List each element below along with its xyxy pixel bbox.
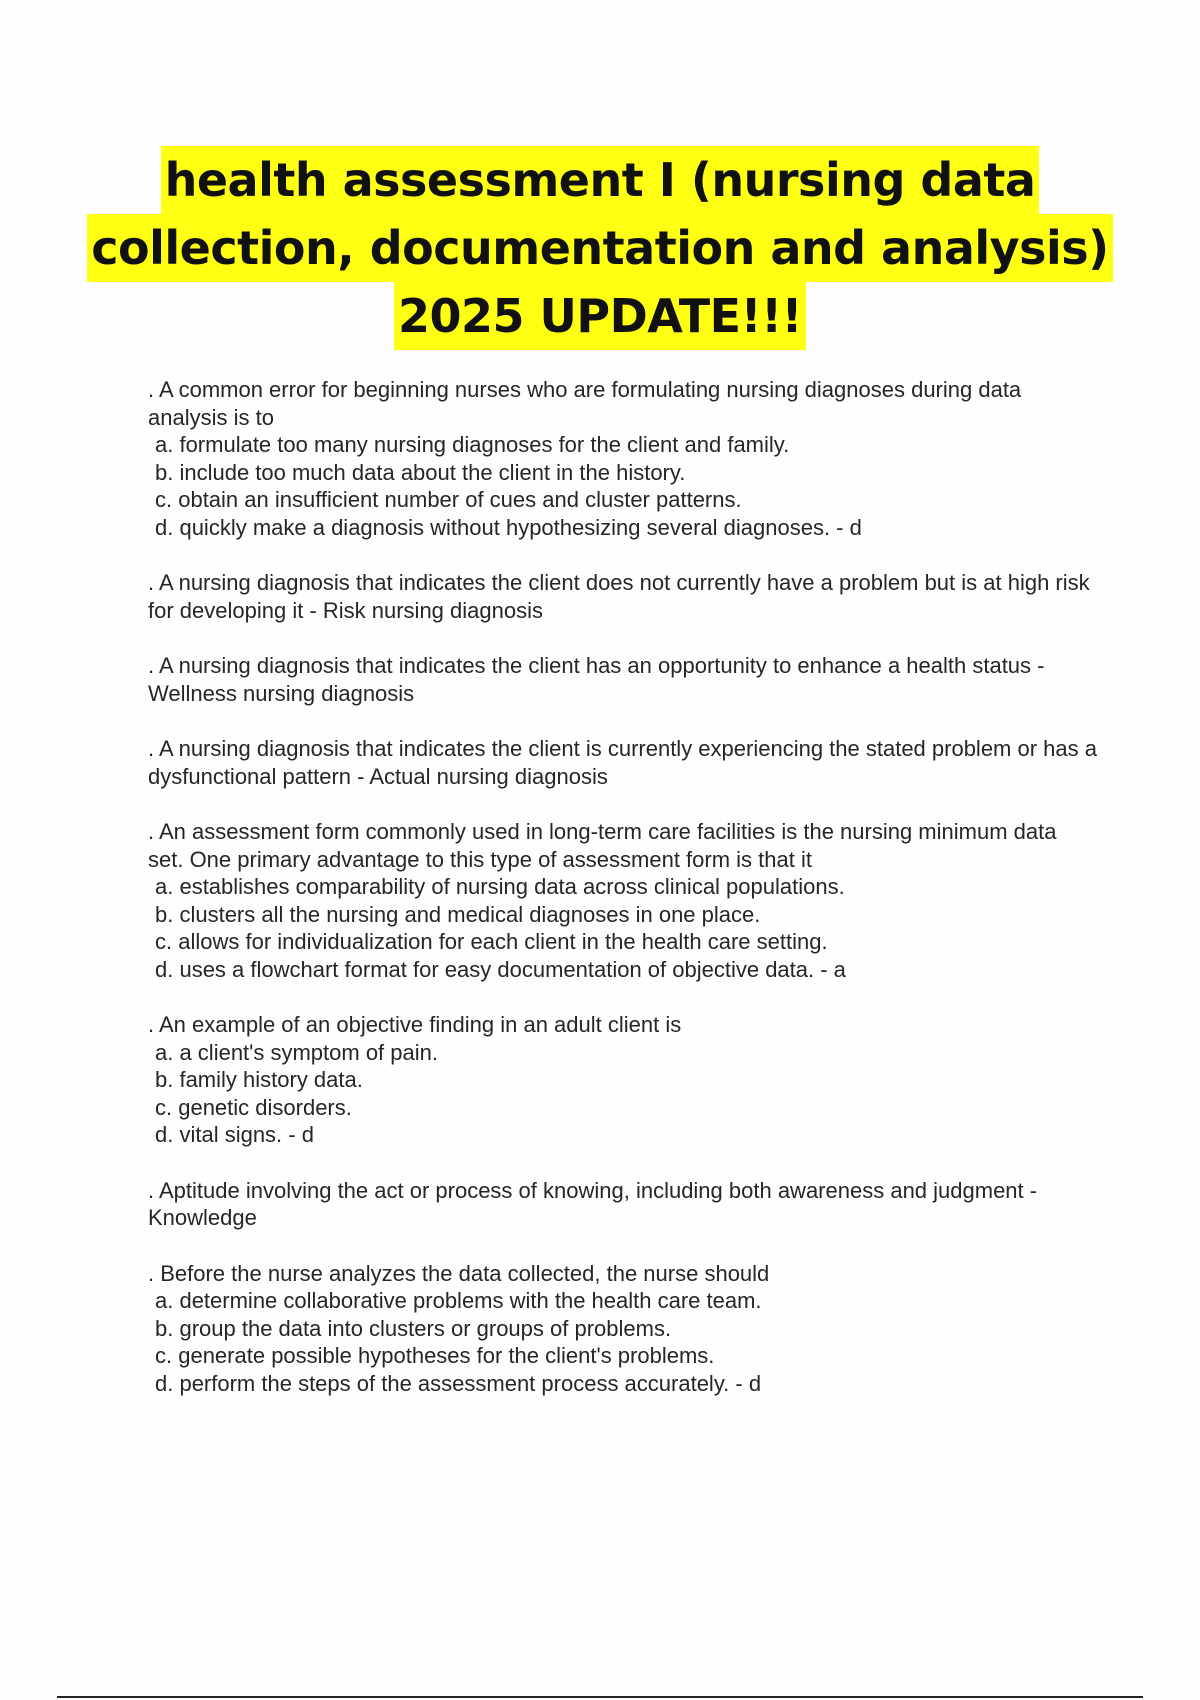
question-item <box>148 1177 1098 1232</box>
question-text: . Before the nurse analyzes the data collected, the nurse should <box>148 1260 770 1286</box>
question-text: . An assessment form commonly used in long-term care facilities is the nursing minimum data set. One primary advantage to this type of assessment form is that it <box>148 819 1057 872</box>
answer-option: c. generate possible hypotheses for the client's problems. <box>155 1343 715 1368</box>
footer-divider <box>57 1696 1143 1698</box>
answer-option: c. obtain an insufficient number of cues and cluster patterns. <box>155 487 742 512</box>
answer-option: c. genetic disorders. <box>155 1094 352 1120</box>
question-list <box>148 376 1098 1425</box>
answer-option: a. formulate too many nursing diagnoses for the client and family. <box>155 432 790 457</box>
question-text: . Aptitude involving the act or process of knowing, including both awareness and judgment - Knowledge <box>148 1177 1038 1230</box>
question-text: . An example of an objective finding in an adult client is <box>148 1012 682 1037</box>
title-line-3: 2025 UPDATE!!! <box>394 282 806 350</box>
question-text: . A nursing diagnosis that indicates the client is currently experiencing the stated problem or has a dysfunctional pattern - Actual nursing diagnosis <box>148 736 1097 789</box>
answer-option: b. group the data into clusters or groups of problems. <box>155 1315 672 1341</box>
question-item <box>148 818 1098 983</box>
question-item <box>148 735 1098 790</box>
answer-option: d. vital signs. - d <box>155 1122 314 1147</box>
title-line-1: health assessment I (nursing data <box>161 146 1040 214</box>
question-item <box>148 652 1098 707</box>
answer-option: a. a client's symptom of pain. <box>155 1039 438 1065</box>
document-title <box>0 146 1200 350</box>
answer-option: d. quickly make a diagnosis without hypothesizing several diagnoses. - d <box>155 514 862 540</box>
title-line-2: collection, documentation and analysis) <box>87 214 1112 282</box>
question-text: . A common error for beginning nurses who are formulating nursing diagnoses during data analysis is to <box>148 377 1022 430</box>
answer-option: b. family history data. <box>155 1067 363 1092</box>
question-item <box>148 1260 1098 1398</box>
answer-option: a. establishes comparability of nursing data across clinical populations. <box>155 874 845 899</box>
answer-option: a. determine collaborative problems with the health care team. <box>155 1288 762 1313</box>
question-item <box>148 569 1098 624</box>
question-item <box>148 1011 1098 1149</box>
answer-option: b. include too much data about the client in the history. <box>155 459 686 485</box>
answer-option: d. perform the steps of the assessment process accurately. - d <box>155 1370 762 1396</box>
answer-option: d. uses a flowchart format for easy documentation of objective data. - a <box>155 956 846 982</box>
question-item <box>148 376 1098 541</box>
question-text: . A nursing diagnosis that indicates the client does not currently have a problem but is at high risk for developing it - Risk nursing diagnosis <box>148 570 1090 623</box>
answer-option: c. allows for individualization for each client in the health care setting. <box>155 929 828 954</box>
answer-option: b. clusters all the nursing and medical diagnoses in one place. <box>155 901 761 927</box>
question-text: . A nursing diagnosis that indicates the client has an opportunity to enhance a health status - Wellness nursing diagnosis <box>148 653 1045 706</box>
